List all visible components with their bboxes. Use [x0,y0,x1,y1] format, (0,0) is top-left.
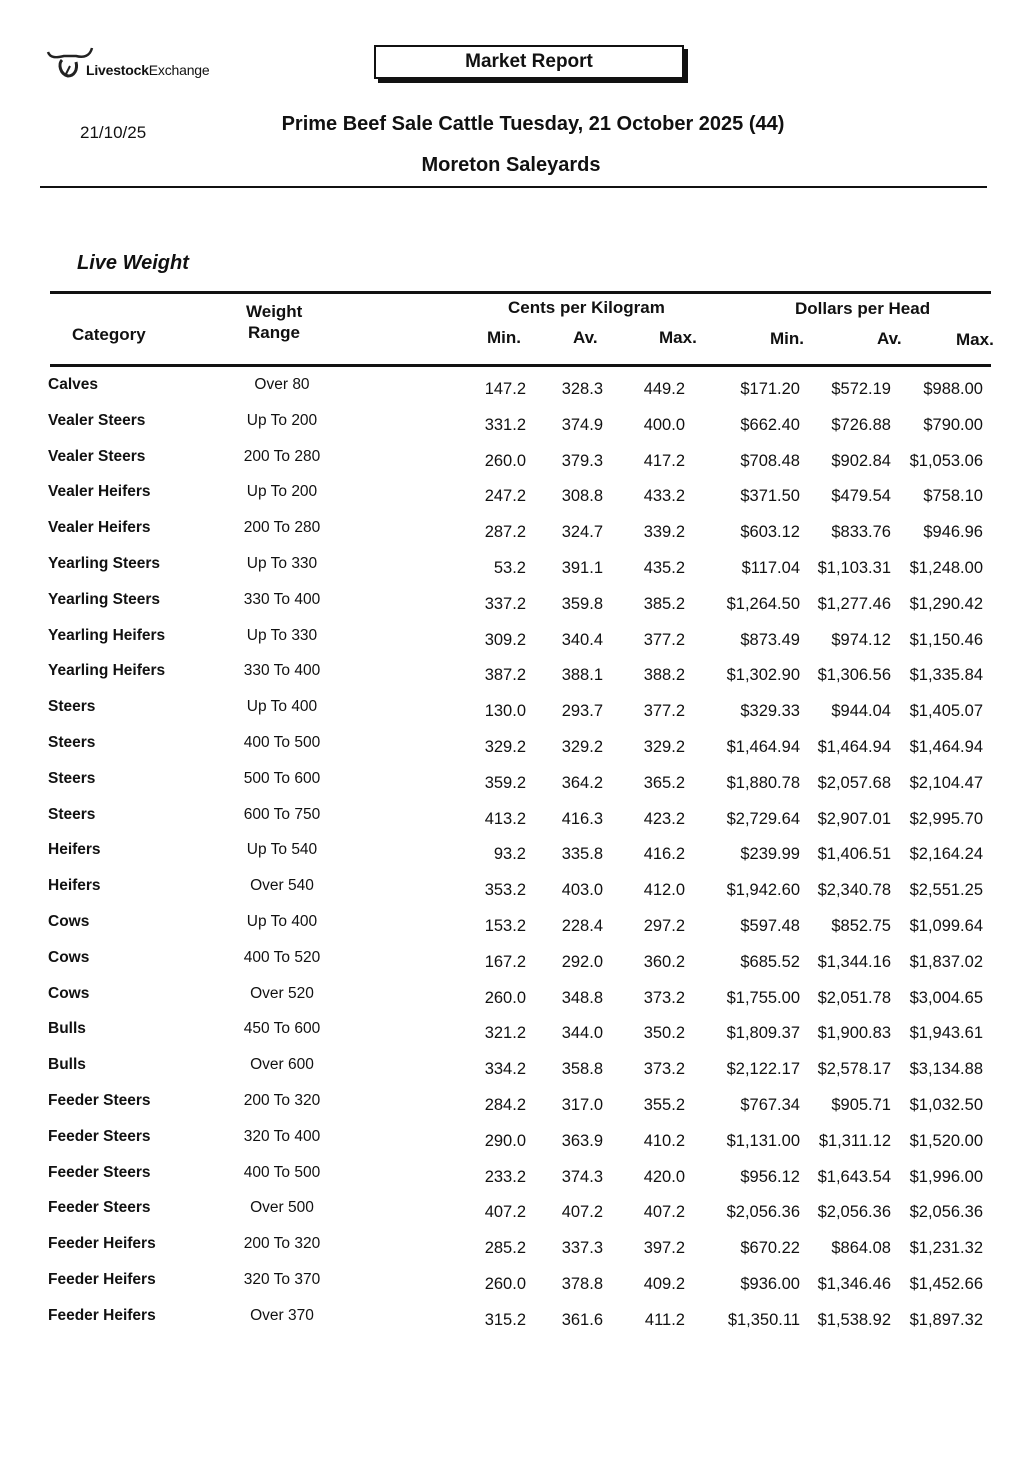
dollars-min-cell: $670.22 [740,1239,800,1258]
report-title: Prime Beef Sale Cattle Tuesday, 21 October 2025 (44) [281,113,785,135]
table-row [0,408,1033,444]
table-row [0,766,1033,802]
col-header-dollars-av: Av. [877,329,902,348]
table-row [0,802,1033,838]
dollars-min-cell: $1,350.11 [727,1310,800,1329]
cents-max-cell: 373.2 [643,988,685,1007]
cents-max-cell: 365.2 [643,773,685,792]
cents-min-cell: 167.2 [484,952,526,971]
dollars-min-cell: $2,122.17 [726,1060,800,1079]
dollars-max-cell: $1,290.42 [909,594,983,613]
weight-range-cell: Over 370 [250,1306,314,1324]
dollars-min-cell: $708.48 [740,451,800,470]
cents-av-cell: 361.6 [561,1310,603,1329]
weight-range-cell: 500 To 600 [243,769,321,787]
category-cell: Steers [48,698,96,716]
col-header-cents-max: Max. [659,328,697,347]
category-cell: Vealer Heifers [48,483,151,501]
cents-av-cell: 292.0 [561,952,603,971]
dollars-min-cell: $1,302.90 [726,666,800,685]
dollars-max-cell: $1,520.00 [909,1131,983,1150]
dollars-max-cell: $1,464.94 [909,737,983,756]
cents-max-cell: 416.2 [643,845,685,864]
weight-range-cell: 200 To 320 [243,1235,321,1253]
cents-max-cell: 339.2 [643,523,685,542]
cents-max-cell: 410.2 [643,1131,685,1150]
category-cell: Feeder Steers [48,1091,151,1109]
weight-range-cell: 330 To 400 [243,662,321,680]
dollars-min-cell: $117.04 [741,558,800,577]
dollars-av-cell: $1,311.12 [818,1131,891,1150]
category-cell: Heifers [48,877,101,895]
table-row [0,1016,1033,1052]
dollars-min-cell: $171.20 [740,380,800,398]
cents-max-cell: 417.2 [643,451,685,470]
section-title: Live Weight [77,252,189,274]
dollars-av-cell: $572.19 [831,380,891,398]
table-row [0,1267,1033,1303]
cents-max-cell: 373.2 [643,1060,685,1079]
cents-min-cell: 359.2 [484,773,526,792]
cents-max-cell: 350.2 [643,1024,685,1043]
dollars-av-cell: $1,464.94 [817,737,891,756]
category-cell: Vealer Heifers [48,519,151,537]
cents-max-cell: 420.0 [643,1167,685,1186]
weight-range-cell: 330 To 400 [243,590,321,608]
category-cell: Cows [48,948,90,966]
cents-av-cell: 293.7 [561,702,603,721]
dollars-av-cell: $726.88 [831,415,891,434]
category-cell: Calves [48,376,98,393]
cents-max-cell: 411.2 [644,1310,685,1329]
cents-av-cell: 378.8 [561,1274,603,1293]
cents-max-cell: 377.2 [643,702,685,721]
cents-max-cell: 433.2 [643,487,685,506]
dollars-av-cell: $479.54 [831,487,891,506]
cents-min-cell: 334.2 [484,1060,526,1079]
weight-range-cell: Up To 330 [246,554,318,572]
dollars-min-cell: $1,942.60 [726,881,800,900]
cents-av-cell: 363.9 [561,1131,603,1150]
dollars-av-cell: $1,406.51 [817,845,891,864]
cents-av-cell: 407.2 [561,1203,603,1222]
col-header-cents-min: Min. [487,328,521,347]
cents-av-cell: 379.3 [561,451,603,470]
cents-max-cell: 388.2 [643,666,685,685]
cents-min-cell: 130.0 [484,702,526,721]
category-cell: Yearling Heifers [48,626,166,644]
dollars-min-cell: $2,056.36 [726,1203,800,1222]
cents-min-cell: 315.2 [484,1310,526,1329]
cents-av-cell: 344.0 [561,1024,603,1043]
weight-range-cell: Up To 400 [246,912,318,930]
category-cell: Feeder Heifers [48,1270,156,1288]
col-group-cents-per-kg: Cents per Kilogram [508,298,665,317]
cents-min-cell: 284.2 [484,1095,526,1114]
livestock-exchange-logo [46,44,209,80]
cents-max-cell: 412.0 [643,881,685,900]
dollars-max-cell: $3,134.88 [909,1060,983,1079]
table-row [0,837,1033,873]
cents-av-cell: 403.0 [561,881,603,900]
cents-min-cell: 287.2 [484,523,526,542]
dollars-av-cell: $2,340.78 [817,881,891,900]
price-table-body [0,372,1033,1339]
col-header-cents-av: Av. [573,328,598,347]
dollars-av-cell: $1,643.54 [817,1167,891,1186]
cents-max-cell: 423.2 [643,809,685,828]
col-header-dollars-min: Min. [770,329,804,348]
table-row [0,623,1033,659]
dollars-max-cell: $758.10 [923,487,983,506]
cents-av-cell: 388.1 [561,666,603,685]
weight-range-cell: Up To 200 [246,483,318,501]
cents-av-cell: 337.3 [561,1239,603,1258]
category-cell: Yearling Steers [48,554,161,572]
cents-min-cell: 413.2 [484,809,526,828]
table-row [0,1303,1033,1339]
table-row [0,981,1033,1017]
category-cell: Yearling Heifers [48,662,166,680]
category-cell: Steers [48,733,96,751]
dollars-av-cell: $1,346.46 [817,1274,891,1293]
weight-range-cell: Up To 400 [246,698,318,716]
dollars-av-cell: $2,578.17 [817,1060,891,1079]
cents-av-cell: 416.3 [561,809,603,828]
dollars-max-cell: $790.00 [923,415,983,434]
dollars-min-cell: $2,729.64 [726,809,800,828]
dollars-av-cell: $1,103.31 [817,558,891,577]
table-row [0,873,1033,909]
dollars-max-cell: $1,150.46 [909,630,983,649]
dollars-av-cell: $2,056.36 [817,1203,891,1222]
dollars-min-cell: $1,264.50 [726,594,800,613]
table-row [0,945,1033,981]
category-cell: Steers [48,805,96,823]
col-header-weight-line1: Weight [246,302,303,321]
header-divider [40,186,987,188]
weight-range-cell: 320 To 370 [243,1270,321,1288]
cents-min-cell: 247.2 [484,487,526,506]
category-cell: Feeder Steers [48,1127,151,1145]
weight-range-cell: Up To 200 [246,411,318,429]
table-row [0,730,1033,766]
col-header-dollars-max: Max. [956,330,994,349]
dollars-max-cell: $1,405.07 [909,702,983,721]
cents-av-cell: 328.3 [561,380,603,398]
cents-av-cell: 348.8 [561,988,603,1007]
dollars-max-cell: $1,335.84 [909,666,983,685]
cents-max-cell: 355.2 [643,1095,685,1114]
weight-range-cell: 400 To 500 [243,1163,321,1181]
cents-min-cell: 331.2 [484,415,526,434]
table-row [0,551,1033,587]
weight-range-cell: 200 To 320 [243,1091,321,1109]
weight-range-cell: Over 520 [250,984,314,1002]
weight-range-cell: Over 80 [254,376,310,393]
dollars-max-cell: $946.96 [923,523,983,542]
table-top-rule [50,291,991,294]
dollars-max-cell: $2,104.47 [909,773,983,792]
dollars-max-cell: $1,837.02 [909,952,983,971]
dollars-av-cell: $1,538.92 [817,1310,891,1329]
dollars-av-cell: $2,057.68 [817,773,891,792]
category-cell: Bulls [48,1056,86,1074]
cents-min-cell: 53.2 [493,558,526,577]
dollars-max-cell: $1,099.64 [909,916,983,935]
cents-min-cell: 233.2 [484,1167,526,1186]
cents-max-cell: 360.2 [643,952,685,971]
cents-min-cell: 407.2 [484,1203,526,1222]
cents-max-cell: 435.2 [643,558,685,577]
dollars-av-cell: $974.12 [831,630,891,649]
weight-range-cell: Over 500 [250,1199,314,1217]
category-cell: Heifers [48,841,101,859]
dollars-max-cell: $1,996.00 [909,1167,983,1186]
cents-min-cell: 260.0 [484,988,526,1007]
dollars-max-cell: $2,056.36 [909,1203,983,1222]
cents-max-cell: 297.2 [643,916,685,935]
saleyard-name: Moreton Saleyards [421,154,601,176]
dollars-min-cell: $329.33 [740,702,800,721]
cents-av-cell: 391.1 [561,558,603,577]
dollars-max-cell: $988.00 [923,380,983,398]
table-row [0,1160,1033,1196]
dollars-av-cell: $2,051.78 [817,988,891,1007]
cents-av-cell: 374.9 [561,415,603,434]
cents-max-cell: 449.2 [643,380,685,398]
table-row [0,909,1033,945]
dollars-av-cell: $1,344.16 [817,952,891,971]
cents-av-cell: 317.0 [561,1095,603,1114]
dollars-av-cell: $864.08 [831,1239,891,1258]
table-row [0,1195,1033,1231]
dollars-min-cell: $597.48 [740,916,800,935]
cents-max-cell: 385.2 [643,594,685,613]
weight-range-cell: Up To 540 [246,841,318,859]
table-row [0,587,1033,623]
table-row [0,479,1033,515]
table-row [0,1088,1033,1124]
table-row [0,694,1033,730]
weight-range-cell: 600 To 750 [243,805,321,823]
cents-min-cell: 260.0 [484,451,526,470]
dollars-min-cell: $1,464.94 [726,737,800,756]
cents-av-cell: 308.8 [561,487,603,506]
category-cell: Feeder Heifers [48,1235,156,1253]
category-cell: Vealer Steers [48,447,146,465]
dollars-av-cell: $1,306.56 [817,666,891,685]
dollars-min-cell: $662.40 [740,415,800,434]
weight-range-cell: 450 To 600 [243,1020,321,1038]
table-row [0,658,1033,694]
dollars-max-cell: $1,452.66 [909,1274,983,1293]
category-cell: Feeder Steers [48,1199,151,1217]
cents-av-cell: 364.2 [561,773,603,792]
cents-min-cell: 260.0 [484,1274,526,1293]
category-cell: Yearling Steers [48,590,161,608]
dollars-av-cell: $944.04 [831,702,891,721]
cents-min-cell: 353.2 [484,881,526,900]
cents-max-cell: 329.2 [643,737,685,756]
category-cell: Feeder Heifers [48,1306,156,1324]
col-header-weight-line2: Range [248,323,300,342]
dollars-av-cell: $902.84 [831,451,891,470]
cents-max-cell: 400.0 [643,415,685,434]
cents-av-cell: 359.8 [561,594,603,613]
cents-av-cell: 340.4 [561,630,603,649]
cents-min-cell: 309.2 [484,630,526,649]
dollars-max-cell: $2,551.25 [909,881,983,900]
weight-range-cell: 400 To 500 [243,733,321,751]
dollars-av-cell: $1,277.46 [817,594,891,613]
dollars-av-cell: $905.71 [831,1095,891,1114]
cents-min-cell: 153.2 [484,916,526,935]
dollars-min-cell: $767.34 [740,1095,800,1114]
dollars-min-cell: $239.99 [740,845,800,864]
report-date: 21/10/25 [80,123,147,142]
cents-min-cell: 329.2 [484,737,526,756]
category-cell: Cows [48,984,90,1002]
table-row [0,444,1033,480]
cents-av-cell: 374.3 [561,1167,603,1186]
cents-max-cell: 407.2 [643,1203,685,1222]
category-cell: Feeder Steers [48,1163,151,1181]
dollars-min-cell: $1,131.00 [726,1131,800,1150]
table-row [0,1231,1033,1267]
logo-text: LivestockExchange [86,62,210,78]
cents-min-cell: 321.2 [484,1024,526,1043]
cents-av-cell: 335.8 [561,845,603,864]
dollars-min-cell: $1,880.78 [726,773,800,792]
dollars-min-cell: $936.00 [740,1274,800,1293]
dollars-max-cell: $1,248.00 [909,558,983,577]
dollars-max-cell: $1,943.61 [909,1024,983,1043]
col-header-category: Category [72,325,146,344]
dollars-min-cell: $603.12 [740,523,800,542]
cents-min-cell: 387.2 [484,666,526,685]
cents-max-cell: 377.2 [643,630,685,649]
weight-range-cell: Up To 330 [246,626,318,644]
cents-min-cell: 290.0 [484,1131,526,1150]
cents-max-cell: 409.2 [643,1274,685,1293]
dollars-max-cell: $2,164.24 [909,845,983,864]
col-group-dollars-per-head: Dollars per Head [795,299,931,318]
cents-av-cell: 358.8 [561,1060,603,1079]
table-row [0,372,1033,408]
dollars-min-cell: $1,809.37 [726,1024,800,1043]
category-cell: Bulls [48,1020,86,1038]
cents-min-cell: 337.2 [484,594,526,613]
dollars-min-cell: $371.50 [740,487,800,506]
cents-av-cell: 228.4 [561,916,603,935]
dollars-av-cell: $833.76 [831,523,891,542]
dollars-min-cell: $956.12 [740,1167,800,1186]
table-row [0,1124,1033,1160]
cents-max-cell: 397.2 [643,1239,685,1258]
category-cell: Steers [48,769,96,787]
weight-range-cell: 200 To 280 [243,447,321,465]
market-report-label: Market Report [374,45,684,79]
cents-av-cell: 324.7 [561,523,603,542]
dollars-max-cell: $3,004.65 [909,988,983,1007]
dollars-min-cell: $1,755.00 [726,988,800,1007]
dollars-av-cell: $1,900.83 [817,1024,891,1043]
dollars-max-cell: $1,231.32 [909,1239,983,1258]
dollars-max-cell: $1,897.32 [909,1310,983,1329]
category-cell: Vealer Steers [48,411,146,429]
weight-range-cell: 320 To 400 [243,1127,321,1145]
dollars-av-cell: $2,907.01 [817,809,891,828]
weight-range-cell: Over 540 [250,877,314,895]
cents-min-cell: 147.2 [484,380,526,398]
cents-min-cell: 93.2 [493,845,526,864]
weight-range-cell: 400 To 520 [243,948,321,966]
dollars-max-cell: $1,053.06 [909,451,983,470]
table-header-rule [50,364,991,367]
table-row [0,515,1033,551]
weight-range-cell: 200 To 280 [243,519,321,537]
cents-av-cell: 329.2 [561,737,603,756]
cents-min-cell: 285.2 [484,1239,526,1258]
table-row [0,1052,1033,1088]
dollars-av-cell: $852.75 [831,916,891,935]
dollars-max-cell: $2,995.70 [909,809,983,828]
weight-range-cell: Over 600 [250,1056,314,1074]
dollars-min-cell: $873.49 [740,630,800,649]
category-cell: Cows [48,912,90,930]
dollars-min-cell: $685.52 [740,952,800,971]
dollars-max-cell: $1,032.50 [909,1095,983,1114]
